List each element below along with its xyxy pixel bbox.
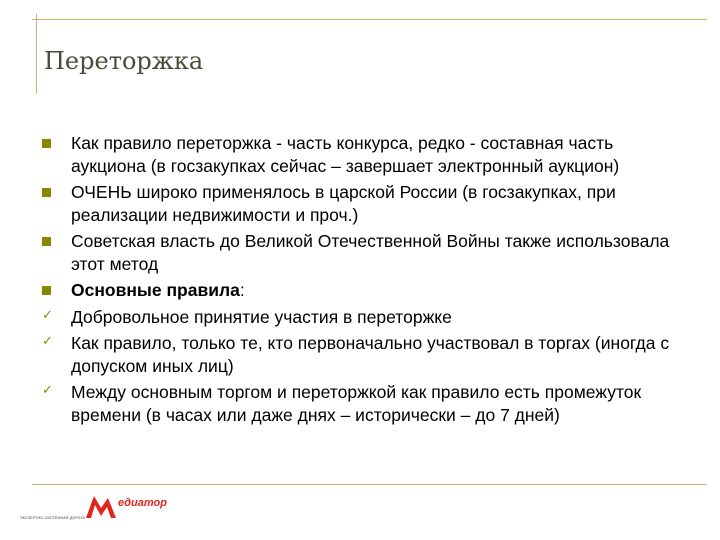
- bullet-list: [42, 132, 692, 430]
- logo-wordmark: едиатор: [118, 497, 167, 509]
- frame-vertical-line: [36, 14, 37, 94]
- checkmark-bullet-icon: ✓: [42, 383, 53, 398]
- bullet-item: [42, 132, 692, 177]
- mediator-logo: [20, 492, 190, 528]
- footer-line: [32, 484, 707, 485]
- bullet-text: Между основным торгом и переторжкой как правило есть промежуток времени (в часах или даже днях – исторически – до 7 дней): [71, 382, 642, 425]
- bullet-text: Как правило переторжка - часть конкурса, редко - составная часть аукциона (в госзакупках сейчас – завершает электронный аукцион): [71, 133, 620, 176]
- bullet-text: Советская власть до Великой Отечественной Войны также использовала этот метод: [71, 231, 670, 274]
- bullet-text: Как правило, только те, кто первоначально участвовал в торгах (иногда с допуском иных лиц): [71, 333, 670, 376]
- bullet-item: [42, 181, 692, 226]
- logo-tagline: ЭКСПЕРТНО-СИСТЕМНАЯ ДОРОГА: [20, 516, 86, 520]
- bullet-item: [42, 332, 692, 377]
- bullet-text: :: [239, 280, 245, 300]
- checkmark-bullet-icon: ✓: [42, 307, 53, 323]
- square-bullet-icon: [42, 188, 51, 197]
- square-bullet-icon: [42, 286, 51, 295]
- square-bullet-icon: [42, 139, 51, 148]
- bullet-item: [42, 306, 692, 329]
- bullet-item: [42, 230, 692, 275]
- bullet-text: ОЧЕНЬ широко применялось в царской России (в госзакупках, при реализации недвижимости и проч.): [71, 182, 616, 225]
- checkmark-bullet-icon: ✓: [42, 334, 53, 349]
- bullet-bold-text: Основные правила: [71, 280, 240, 300]
- frame-top-line: [32, 19, 707, 20]
- square-bullet-icon: [42, 237, 51, 246]
- bullet-text: Добровольное принятие участия в переторжке: [71, 306, 452, 327]
- bullet-item: [42, 381, 692, 426]
- bullet-item: [42, 279, 692, 302]
- slide-title: Переторжка: [44, 47, 204, 75]
- logo-m-icon: [84, 492, 118, 520]
